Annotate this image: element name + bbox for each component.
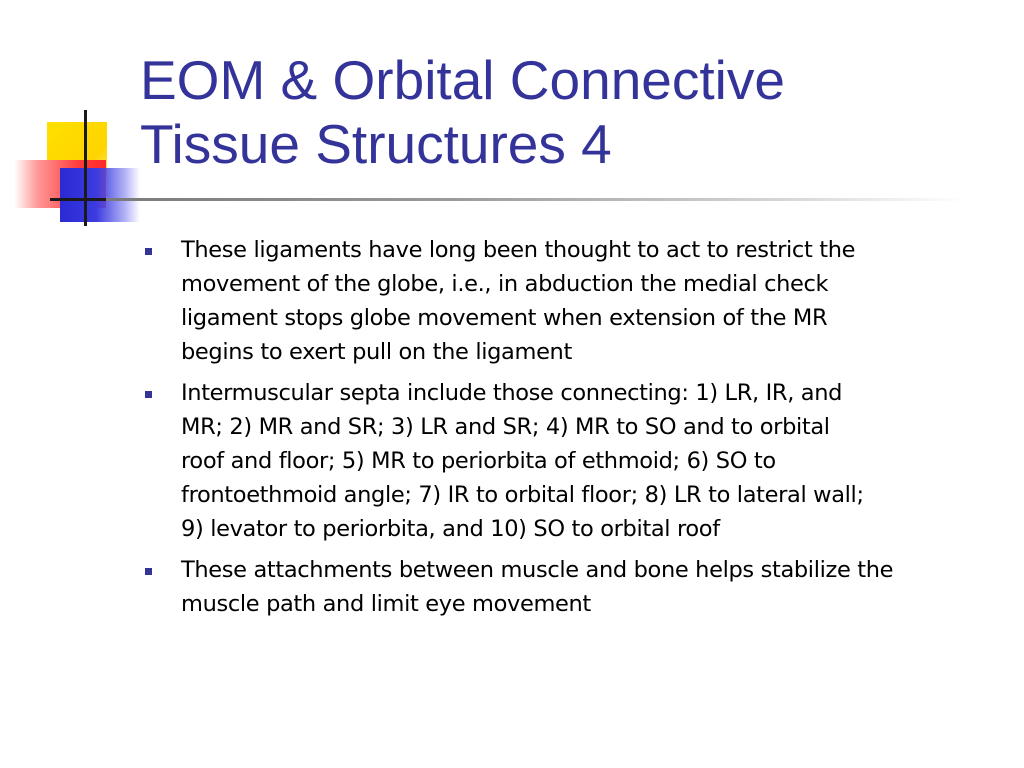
bullet-line: These attachments between muscle and bone helps stabilize the	[181, 557, 894, 583]
slide-title-line: EOM & Orbital Connective	[140, 49, 785, 111]
slide-title	[140, 48, 980, 176]
bullet-line: muscle path and limit eye movement	[181, 591, 591, 617]
bullet-item	[144, 553, 1004, 621]
bullet-line: ligament stops globe movement when extension of the MR	[181, 305, 828, 331]
square-bullet-icon	[145, 248, 152, 255]
slide-title-line: Tissue Structures 4	[140, 113, 612, 175]
square-bullet-icon	[145, 568, 152, 575]
title-divider	[106, 198, 966, 201]
bullet-line: Intermuscular septa include those connecting: 1) LR, IR, and	[181, 380, 843, 406]
square-bullet-icon	[145, 391, 152, 398]
bullet-line: These ligaments have long been thought to act to restrict the	[181, 237, 856, 263]
decoration-blue-square	[60, 168, 140, 222]
decoration-vertical-line	[84, 110, 87, 226]
bullet-line: frontoethmoid angle; 7) IR to orbital floor; 8) LR to lateral wall;	[181, 482, 864, 508]
bullet-line: roof and floor; 5) MR to periorbita of ethmoid; 6) SO to	[181, 448, 776, 474]
bullet-line: begins to exert pull on the ligament	[181, 339, 572, 365]
bullet-item	[144, 233, 1004, 369]
bullet-line: MR; 2) MR and SR; 3) LR and SR; 4) MR to SO and to orbital	[181, 414, 830, 440]
bullet-list	[144, 233, 1004, 628]
bullet-line: 9) levator to periorbita, and 10) SO to orbital roof	[181, 516, 720, 542]
bullet-line: movement of the globe, i.e., in abduction the medial check	[181, 271, 829, 297]
decoration-horizontal-line	[50, 198, 108, 201]
bullet-item	[144, 376, 1004, 546]
